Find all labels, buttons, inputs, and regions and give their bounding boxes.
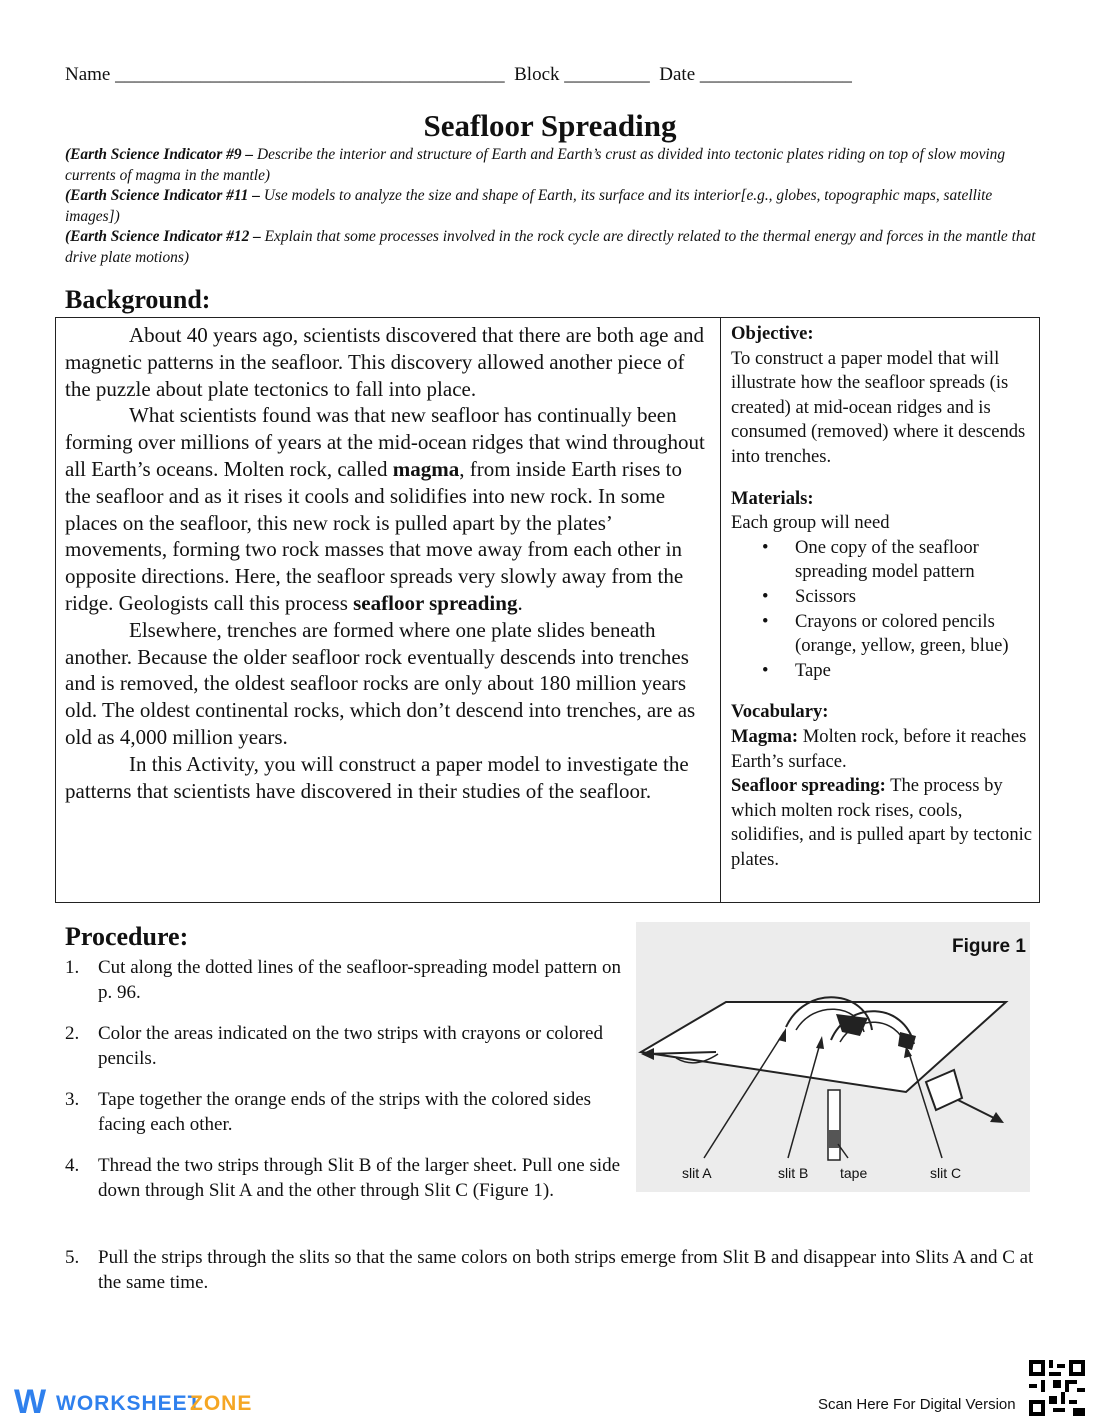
materials-list	[731, 536, 1036, 684]
block-label: Block	[514, 64, 560, 85]
student-info-line	[65, 64, 852, 86]
qr-code[interactable]	[1029, 1360, 1085, 1416]
page-title: Seafloor Spreading	[423, 108, 677, 143]
term-seafloor-spreading: seafloor spreading	[353, 590, 518, 615]
logo-mark: W	[14, 1383, 47, 1421]
worksheetzone-logo[interactable]	[12, 1383, 262, 1419]
list-item: 2. Color the areas indicated on the two strips with crayons or colored pencils.	[65, 1023, 603, 1069]
vocabulary-heading: Vocabulary:	[731, 701, 829, 723]
background-paragraph: What scientists found was that new seafloor has continually been forming over millions of years at the mid-ocean ridges that wind throughout all Earth’s oceans. Molten rock, called magma, from inside Earth rises to the seafloor and as it rises it cools and solidifies into new rock. In some places on the seafloor, this new rock is pulled apart by the plates’ movements, forming two rock masses that move away from each other in opposite directions. Here, the seafloor spreads very slowly away from the ridge. Geologists call this process seafloor spreading.	[65, 403, 705, 615]
materials-intro: Each group will need	[731, 512, 890, 534]
figure-title: Figure 1	[952, 936, 1026, 957]
list-item: 3. Tape together the orange ends of the strips with the colored sides facing each other.	[65, 1089, 592, 1135]
list-item: 1. Cut along the dotted lines of the seafloor-spreading model pattern on p. 96.	[65, 957, 622, 1003]
block-blank[interactable]: _________	[564, 64, 650, 85]
sidebar	[731, 322, 1036, 872]
objective-heading: Objective:	[731, 323, 814, 344]
label-tape: tape	[840, 1165, 868, 1181]
background-paragraph: Elsewhere, trenches are formed where one plate slides beneath another. Because the older seafloor rock eventually descends into trenches and is removed, the oldest seafloor rocks are only about 180 million years old. The oldest continental rocks, which don’t descend into trenches, are as old as 4,000 million years.	[65, 617, 696, 749]
label-slit-c: slit C	[930, 1165, 962, 1181]
objective-text: To construct a paper model that will illustrate how the seafloor spreads (is created) at mid-ocean ridges and is consumed (removed) where it descends into trenches.	[731, 347, 1026, 467]
term-magma: magma	[392, 456, 460, 481]
list-item: • Scissors	[731, 585, 1036, 610]
list-item: • Crayons or colored pencils (orange, yellow, green, blue)	[731, 610, 1036, 659]
background-paragraph: In this Activity, you will construct a paper model to investigate the patterns that scientists have discovered in their studies of the seafloor.	[65, 751, 689, 803]
scan-text: Scan Here For Digital Version	[818, 1396, 1016, 1413]
list-item: 5. Pull the strips through the slits so that the same colors on both strips emerge from Slit B and disappear into Slits A and C at the same time.	[65, 1247, 1034, 1293]
materials-heading: Materials:	[731, 487, 814, 509]
background-heading: Background:	[65, 285, 211, 314]
logo-text-b: ZONE	[190, 1392, 253, 1415]
indicators	[65, 145, 1045, 269]
procedure-list	[65, 955, 625, 1219]
vocab-entry: Seafloor spreading: The process by which molten rock rises, cools, solidifies, and is pulled apart by tectonic plates.	[731, 775, 1033, 870]
list-item: • One copy of the seafloor spreading model pattern	[731, 536, 1036, 585]
indicator-11: (Earth Science Indicator #11 – Use models to analyze the size and shape of Earth, its surface and its interior[e.g., globes, topographic maps, satellite images])	[65, 187, 993, 225]
name-blank[interactable]: _________________________________________	[115, 64, 505, 85]
seafloor-model-illustration	[636, 922, 1030, 1192]
logo-text-a: WORKSHEET	[56, 1392, 202, 1415]
figure-1	[636, 922, 1030, 1192]
indicator-9: (Earth Science Indicator #9 – Describe the interior and structure of Earth and Earth’s crust as divided into tectonic plates riding on top of slow moving currents of magma in the mantle)	[65, 146, 1006, 184]
background-paragraph: About 40 years ago, scientists discovered that there are both age and magnetic patterns in the seafloor. This discovery allowed another piece of the puzzle about plate tectonics to fall into place.	[65, 323, 704, 401]
vocab-entry: Magma: Molten rock, before it reaches Earth’s surface.	[731, 725, 1027, 772]
list-item: 4. Thread the two strips through Slit B of the larger sheet. Pull one side down through Slit A and the other through Slit C (Figure 1).	[65, 1155, 621, 1201]
list-item: • Tape	[731, 659, 1036, 684]
procedure-heading: Procedure:	[65, 922, 189, 951]
background-box	[55, 317, 1040, 903]
column-divider	[720, 318, 721, 902]
label-slit-b: slit B	[778, 1165, 809, 1181]
indicator-12: (Earth Science Indicator #12 – Explain that some processes involved in the rock cycle are directly related to the thermal energy and forces in the mantle that drive plate motions)	[65, 228, 1036, 266]
date-label: Date	[659, 64, 696, 85]
name-label: Name	[65, 64, 111, 85]
date-blank[interactable]: ________________	[699, 64, 852, 85]
label-slit-a: slit A	[682, 1165, 712, 1181]
background-text	[65, 322, 705, 804]
